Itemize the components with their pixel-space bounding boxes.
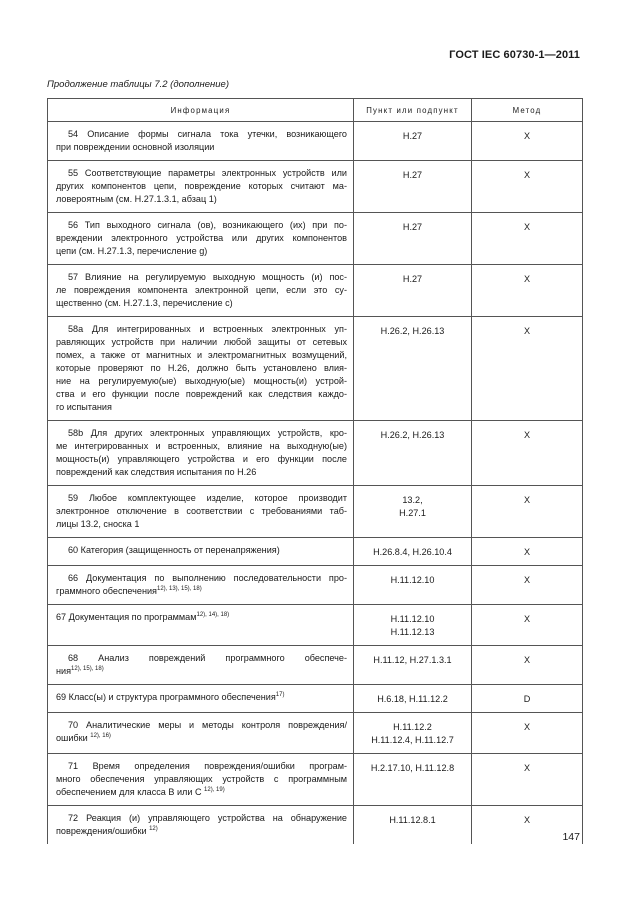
information-line: ния [56,666,72,676]
method-cell: X [472,213,583,265]
method-cell: X [472,265,583,317]
information-line: повреждения/ошибки [56,826,150,836]
method-cell: X [472,713,583,754]
clause-cell [354,265,472,317]
method-cell: X [472,646,583,685]
information-line: 70 Аналитические меры и методы контроля повреждения/ [68,720,347,730]
information-line: ние на регулируемую(ые) выходную(ые) мощность(и) устрой- [56,376,347,386]
method-cell: X [472,421,583,486]
information-cell [48,421,354,486]
information-line: 58b Для других электронных управляющих устройств, кро- [68,428,347,438]
clause-cell [354,566,472,605]
information-line: ле повреждения компонента электронной цепи, если это су- [56,285,347,295]
method-cell: X [472,122,583,161]
information-line: щественно (см. H.27.1.3, перечисление c) [56,298,233,308]
information-line: ошибки [56,733,91,743]
method-cell: X [472,806,583,845]
information-line: 67 Документация по программам [56,612,197,622]
footnote-reference: 12) [149,825,158,832]
information-line: 68 Анализ повреждений программного обеспече- [68,653,347,663]
information-line: лицы 13.2, сноска 1 [56,519,140,529]
document-code: ГОСТ IEC 60730-1—2011 [449,49,580,61]
information-cell [48,754,354,806]
table-caption: Продолжение таблицы 7.2 (дополнение) [47,79,229,90]
clause-line: H.26.2, H.26.13 [380,430,445,440]
information-line: других компонентов цепи, повреждение которых считают ма- [56,181,347,191]
clause-line: H.27 [402,170,423,180]
table-row [48,421,583,486]
table-row [48,754,583,806]
table-row [48,122,583,161]
information-cell [48,538,354,566]
information-cell [48,161,354,213]
information-line: 72 Реакция (и) управляющего устройства на обнаружение [68,813,347,823]
information-cell [48,317,354,421]
table-row [48,646,583,685]
clause-cell [354,161,472,213]
table-row [48,713,583,754]
clause-cell [354,605,472,646]
information-line: 57 Влияние на регулируемую выходную мощность (и) пос- [68,272,347,282]
column-header-information: Информация [48,99,354,122]
information-line: равляющих устройств при наличии любой защиты от сетевых [56,337,347,347]
information-line: помех, а также от магнитных и электромагнитных возмущений, [56,350,347,360]
information-line: при повреждении основной изоляции [56,142,215,152]
clause-line: H.11.12.13 [390,627,435,637]
clause-line: H.11.12.10 [390,614,435,624]
information-line: которые проверяют по H.26, должно быть установлено влия- [56,363,347,373]
information-line: много обеспечения управляющих устройств с программным [56,774,347,784]
method-cell: X [472,317,583,421]
information-line: вреждении электронного устройства или других компонентов [56,233,347,243]
clause-line: H.27 [402,131,423,141]
information-cell [48,213,354,265]
table-row [48,605,583,646]
information-line: 60 Категория (защищенность от перенапряжения) [68,545,280,555]
table-row [48,317,583,421]
information-cell [48,713,354,754]
information-line: мощность(и) управляющего устройства и его функции после [56,454,347,464]
clause-cell [354,317,472,421]
information-cell [48,122,354,161]
information-line: 58a Для интегрированных и встроенных электронных уп- [68,324,347,334]
method-cell: X [472,605,583,646]
clause-line: 13.2, [402,495,423,505]
information-line: граммного обеспечения [56,586,157,596]
clause-cell [354,486,472,538]
information-line: 54 Описание формы сигнала тока утечки, возникающего [68,129,347,139]
clause-line: H.11.12, H.27.1.3.1 [373,655,452,665]
method-cell: D [472,685,583,713]
clause-line: H.2.17.10, H.11.12.8 [370,763,455,773]
footnote-reference: 12), 19) [204,786,225,793]
clause-line: H.11.12.10 [390,575,435,585]
information-cell [48,566,354,605]
information-line: 56 Тип выходного сигнала (ов), возникающего (их) при по- [68,220,347,230]
table-row [48,566,583,605]
information-line: го испытания [56,402,112,412]
information-line: 69 Класс(ы) и структура программного обеспечения [56,692,276,702]
footnote-reference: 12), 14), 18) [196,611,230,618]
clause-cell [354,685,472,713]
information-line: 55 Соответствующие параметры электронных устройств или [68,168,347,178]
information-cell [48,486,354,538]
information-line: электронное отключение в соответствии с требованиями таб- [56,506,347,516]
clause-line: H.11.12.4, H.11.12.7 [371,735,454,745]
clause-line: H.27 [402,222,423,232]
footnote-reference: 12), 13), 15), 18) [157,585,202,592]
method-cell: X [472,538,583,566]
information-line: повреждений как следствия испытания по H.26 [56,467,257,477]
clause-line: H.26.8.4, H.26.10.4 [373,547,452,557]
clause-line: H.6.18, H.11.12.2 [377,694,448,704]
method-cell: X [472,754,583,806]
information-line: 59 Любое комплектующее изделие, которое производит [68,493,347,503]
clause-cell [354,421,472,486]
information-line: 71 Время определения повреждения/ошибки програм- [68,761,347,771]
information-cell [48,265,354,317]
clause-line: H.27 [402,274,423,284]
footnote-reference: 17) [275,691,285,698]
information-cell [48,685,354,713]
clause-cell [354,806,472,845]
clause-cell [354,122,472,161]
clause-line: H.11.12.8.1 [389,815,436,825]
table-row [48,538,583,566]
clause-cell [354,754,472,806]
requirements-table [47,98,583,844]
table-row [48,806,583,845]
clause-line: H.27.1 [399,508,426,518]
page-number: 147 [562,831,580,843]
table-row [48,486,583,538]
clause-cell [354,538,472,566]
information-line: обеспечением для класса В или С [56,787,205,797]
information-line: 66 Документация по выполнению последовательности про- [68,573,347,583]
method-cell: X [472,486,583,538]
table-row [48,213,583,265]
clause-cell [354,213,472,265]
table-header-row [48,99,583,122]
table-row [48,685,583,713]
information-line: ме интегрированных и встроенных, влияние на выходную(ые) [56,441,347,451]
clause-cell [354,713,472,754]
footnote-reference: 12), 16) [90,732,111,739]
clause-line: H.26.2, H.26.13 [380,326,445,336]
column-header-method: Метод [472,99,583,122]
method-cell: X [472,161,583,213]
information-line: ства и его функции после повреждений как следствия каждо- [56,389,347,399]
information-cell [48,806,354,845]
method-cell: X [472,566,583,605]
information-cell [48,605,354,646]
information-line: ловероятным (см. H.27.1.3.1, абзац 1) [56,194,217,204]
column-header-clause: Пункт или подпункт [354,99,472,122]
footnote-reference: 12), 15), 18) [71,665,104,672]
information-cell [48,646,354,685]
clause-cell [354,646,472,685]
information-line: цепи (см. H.27.1.3, перечисление g) [56,246,208,256]
table-row [48,265,583,317]
clause-line: H.11.12.2 [393,722,432,732]
table-row [48,161,583,213]
